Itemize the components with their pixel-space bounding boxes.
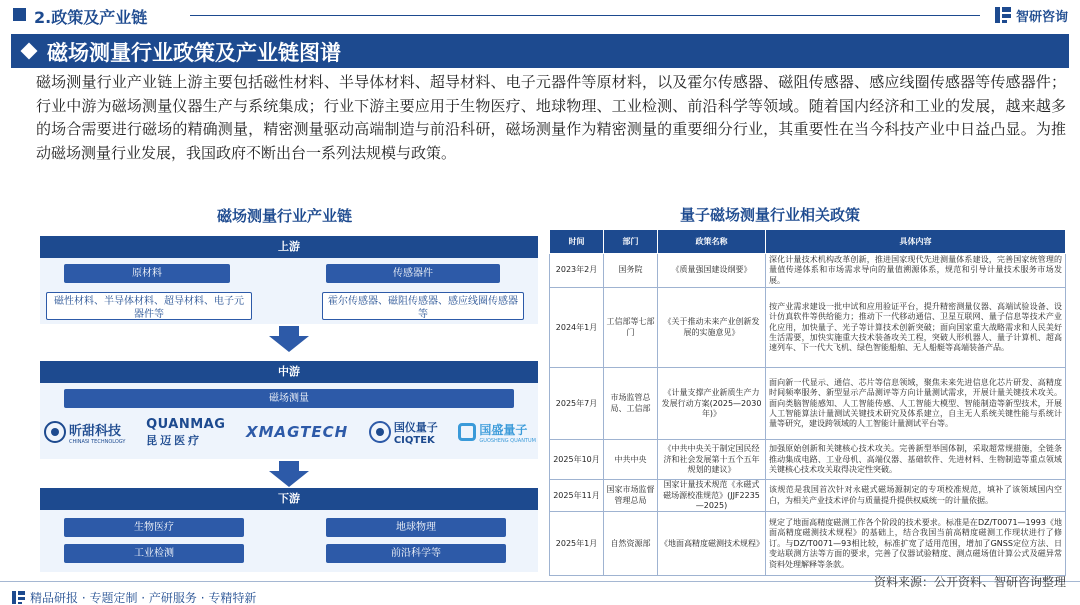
upstream-header: 上游 — [40, 236, 538, 258]
brand-logo-icon — [995, 7, 1011, 23]
downstream-box — [40, 510, 538, 572]
cell-dept: 工信部等七部门 — [604, 288, 658, 368]
company-logo-xmagtech[interactable] — [246, 423, 348, 441]
diamond-icon — [21, 43, 38, 60]
downstream-item-industrial-inspection: 工业检测 — [64, 544, 244, 563]
header-rule — [190, 15, 980, 16]
company-logo-quanmag[interactable] — [146, 417, 225, 448]
cell-time: 2023年2月 — [550, 254, 604, 288]
brand-logo[interactable] — [995, 5, 1068, 25]
downstream-item-geophysics: 地球物理 — [326, 518, 506, 537]
brand-name: 智研咨询 — [1015, 9, 1068, 25]
title-banner — [11, 34, 1069, 68]
table-row — [550, 288, 1066, 368]
column-header-name: 政策名称 — [658, 230, 766, 254]
cell-dept: 国务院 — [604, 254, 658, 288]
table-header-row — [550, 230, 1066, 254]
cell-dept: 自然资源部 — [604, 512, 658, 576]
company-logo-ciqtek[interactable] — [369, 419, 438, 446]
table-row — [550, 512, 1066, 576]
cell-time: 2024年1月 — [550, 288, 604, 368]
column-header-content: 具体内容 — [766, 230, 1066, 254]
footer-services — [12, 589, 256, 605]
company-cn-name: 昕甜科技 — [69, 423, 122, 439]
company-logo-chinasi[interactable] — [44, 420, 126, 445]
cell-time: 2025年1月 — [550, 512, 604, 576]
flow-arrow-down-icon — [269, 336, 309, 352]
cell-policy-name: 《计量支撑产业新质生产力发展行动方案(2025—2030年)》 — [658, 368, 766, 440]
table-row — [550, 480, 1066, 512]
table-row — [550, 440, 1066, 480]
cell-policy-name: 国家计量技术规范《永磁式磁场源校准规范》(JJF2235—2025) — [658, 480, 766, 512]
flow-arrow-stem — [279, 461, 299, 471]
upstream-box — [40, 258, 538, 324]
cell-policy-name: 《地面高精度磁测技术规程》 — [658, 512, 766, 576]
chain-title: 磁场测量行业产业链 — [217, 207, 353, 225]
cell-dept: 市场监管总局、工信部 — [604, 368, 658, 440]
flow-arrow-down-icon — [269, 471, 309, 487]
company-en-name: GUOSHENG QUANTUM — [479, 437, 536, 444]
cell-content: 面向新一代显示、通信、芯片等信息领域，聚焦未来先进信息化芯片研发、高精度时间频率服务、新型显示产品测评等方向计量测试需求，开展计量关键技术攻关。面向类脑智能感知、人工智能传感、人工智能大模型、智能制造等新型技术，开展人工智能算法计量测试关键技术研究及体系建立，自主无人系统关键性能与系统计量等研究，建设跨领域的人工智能计量测试平台等。 — [766, 368, 1066, 440]
footer-services-text: 精品研报 · 专题定制 · 产研服务 · 专精特新 — [30, 591, 257, 605]
company-en-name: XMAGTECH — [246, 423, 349, 441]
column-header-time: 时间 — [550, 230, 604, 254]
policy-table — [549, 229, 1066, 576]
company-logo-guosheng[interactable] — [458, 421, 536, 444]
sensors-pill: 传感器件 — [326, 264, 500, 283]
column-header-dept: 部门 — [604, 230, 658, 254]
midstream-header: 中游 — [40, 361, 538, 383]
cell-policy-name: 《中共中央关于制定国民经济和社会发展第十五个五年规划的建议》 — [658, 440, 766, 480]
cell-content: 加强原始创新和关键核心技术攻关。完善新型举国体制，采取超常规措施，全链条推动集成电路、工业母机、高端仪器、基础软件、先进材料、生物制造等重点领域关键核心技术攻关取得决定性突破。 — [766, 440, 1066, 480]
cell-time: 2025年7月 — [550, 368, 604, 440]
magnetic-measurement-pill: 磁场测量 — [64, 389, 514, 408]
company-en-name: CHINASI TECHNOLOGY — [69, 438, 126, 445]
company-en-name: QUANMAG — [146, 416, 226, 432]
flow-arrow-stem — [279, 326, 299, 336]
cell-content: 规定了地面高精度磁测工作各个阶段的技术要求。标准是在DZ/T0071—1993《地面高精度磁测技术规程》的基础上，结合我国当前高精度磁测工作现状进行了修订。与DZ/T0071—93相比较，标准扩宽了适用范围，增加了GNSS定位方法、日变站联测方法等方面的要求，完善了仪器试验精度、测点磁场值计算公式及磁异常资料处理解释等条款。 — [766, 512, 1066, 576]
raw-materials-detail: 磁性材料、半导体材料、超导材料、电子元器件等 — [46, 292, 252, 320]
top-bar — [0, 0, 1080, 30]
ciqtek-logo-icon — [369, 421, 391, 443]
company-cn-name: 国仪量子 — [393, 420, 438, 434]
chinasi-logo-icon — [44, 421, 66, 443]
policy-title: 量子磁场测量行业相关政策 — [680, 206, 861, 224]
downstream-item-biomedical: 生物医疗 — [64, 518, 244, 537]
intro-paragraph: 磁场测量行业产业链上游主要包括磁性材料、半导体材料、超导材料、电子元器件等原材料，以及霍尔传感器、磁阻传感器、感应线圈传感器等传感器件；行业中游为磁场测量仪器生产与系统集成；行业下游主要应用于生物医疗、地球物理、工业检测、前沿科学等领域。随着国内经济和工业的发展，越来越多的场合需要进行磁场的精确测量，精密测量驱动高端制造与前沿科研，磁场测量作为精密测量的重要细分行业，其重要性在当今科技产业中日益凸显。为推动磁场测量行业发展，我国政府不断出台一系列法规模与政策。 — [36, 73, 1066, 162]
sensors-detail: 霍尔传感器、磁阻传感器、感应线圈传感器等 — [322, 292, 524, 320]
guosheng-logo-icon — [458, 423, 476, 441]
cell-content: 按产业需求建设一批中试和应用验证平台，提升精密测量仪器、高端试验设备、设计仿真软件等供给能力；推动下一代移动通信、卫星互联网、量子信息等技术产业化应用，加快量子、光子等计算技术创新突破；面向国家重大战略需求和人民美好生活需要，加快实施重大技术装备攻关工程，突破人形机器人、量子计算机、超高速列车、下一代大飞机、绿色智能船舶、无人船艇等高端装备产品。 — [766, 288, 1066, 368]
cell-policy-name: 《关于推动未来产业创新发展的实施意见》 — [658, 288, 766, 368]
cell-dept: 国家市场监督管理总局 — [604, 480, 658, 512]
company-en-name: CIQTEK — [393, 434, 435, 446]
table-row — [550, 368, 1066, 440]
downstream-item-frontier-science: 前沿科学等 — [326, 544, 506, 563]
cell-time: 2025年11月 — [550, 480, 604, 512]
raw-materials-pill: 原材料 — [64, 264, 230, 283]
cell-dept: 中共中央 — [604, 440, 658, 480]
cell-policy-name: 《质量强国建设纲要》 — [658, 254, 766, 288]
cell-content: 该规范是我国首次针对永磁式磁场源制定的专项校准规范，填补了该领域国内空白，为相关产业技术评价与质量提升提供权威统一的计量依据。 — [766, 480, 1066, 512]
footer-logo-icon — [12, 591, 25, 604]
page-title: 磁场测量行业政策及产业链图谱 — [47, 41, 341, 65]
cell-content: 深化计量技术机构改革创新，推进国家现代先进测量体系建设，完善国家统管理的量值传递体系和市场需求导向的量值溯源体系，规范和引导计量技术服务市场发展。 — [766, 254, 1066, 288]
company-cn-name: 国盛量子 — [479, 422, 528, 437]
company-cn-name: 昆迈医疗 — [146, 433, 203, 447]
company-logos — [44, 414, 536, 450]
downstream-header: 下游 — [40, 488, 538, 510]
source-note: 资料来源：公开资料、智研咨询整理 — [873, 575, 1066, 589]
table-row — [550, 254, 1066, 288]
section-marker-icon — [13, 8, 26, 21]
cell-time: 2025年10月 — [550, 440, 604, 480]
section-title: 2.政策及产业链 — [34, 8, 148, 27]
